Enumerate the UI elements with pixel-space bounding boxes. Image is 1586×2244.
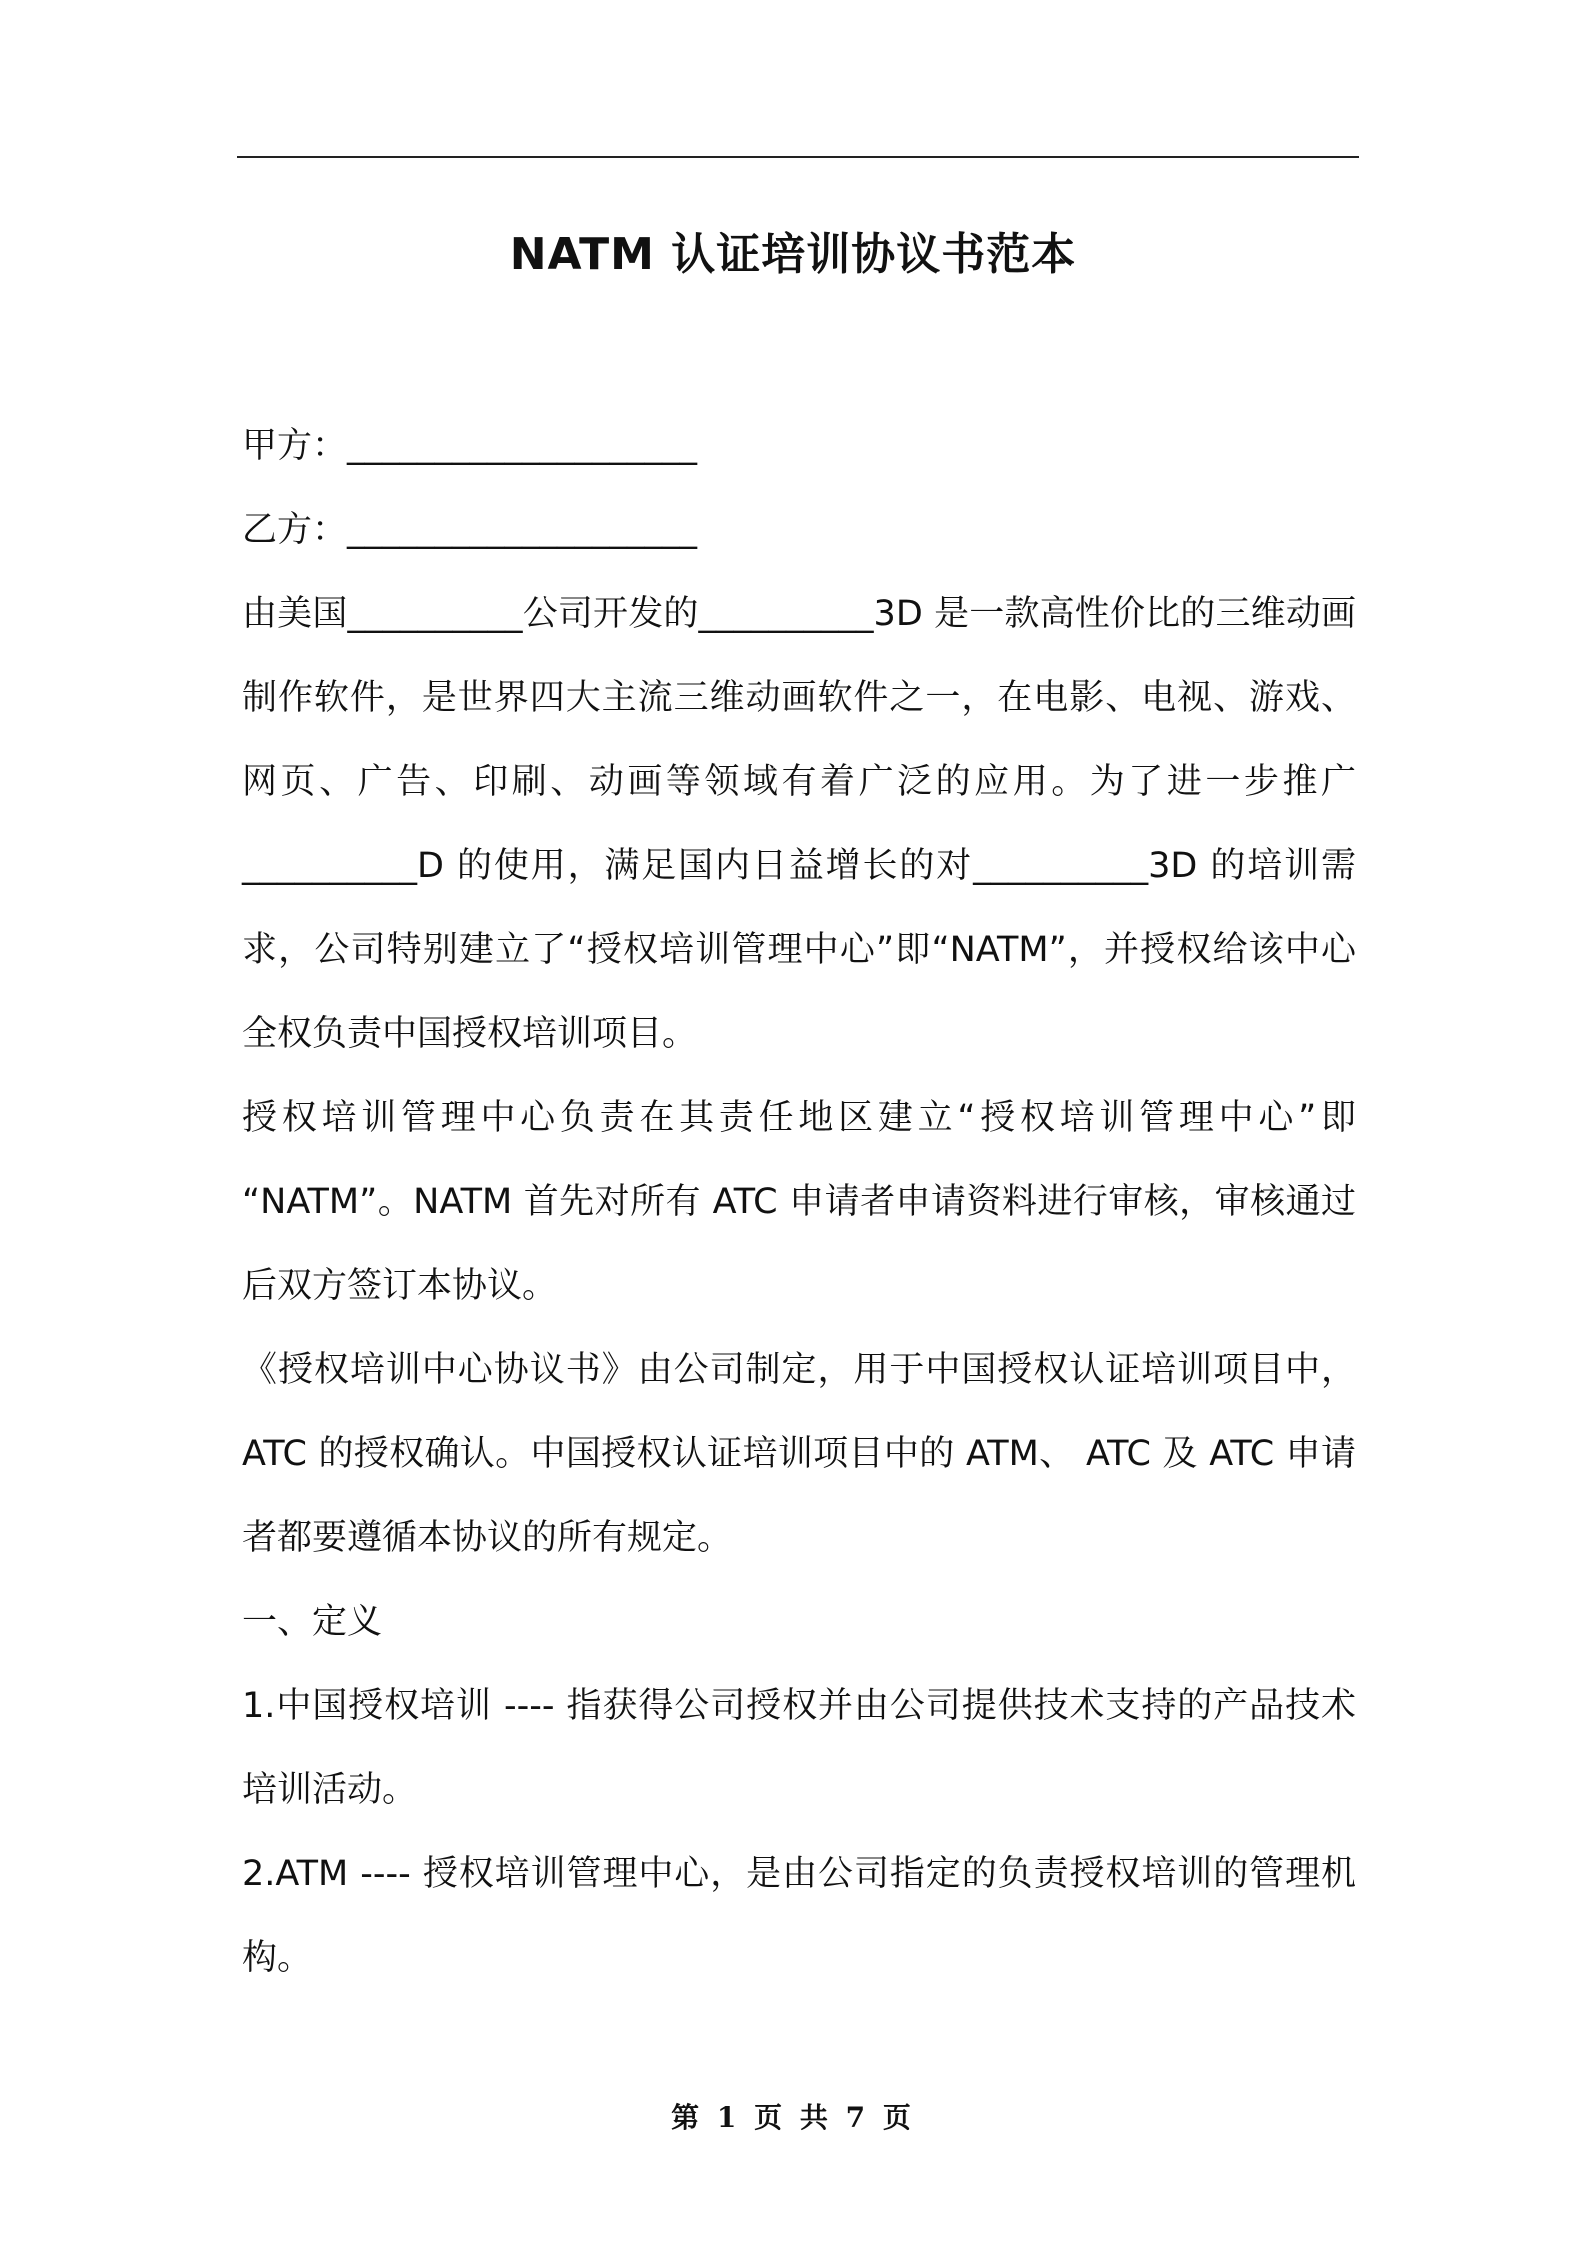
natm-paragraph: 授权培训管理中心负责在其责任地区建立“授权培训管理中心”即 “NATM”。NATM 首先对所有 ATC 申请者申请资料进行审核，审核通过后双方签订本协议。: [242, 1098, 1356, 1306]
header-rule: [237, 156, 1359, 158]
section-heading-definitions: 一、定义: [242, 1602, 383, 1642]
agreement-scope-paragraph: 《授权培训中心协议书》由公司制定，用于中国授权认证培训项目中，ATC 的授权确认。中国授权认证培训项目中的 ATM、 ATC 及 ATC 申请者都要遵循本协议的所有规定。: [242, 1350, 1356, 1558]
intro-paragraph: 由美国__________公司开发的__________3D 是一款高性价比的三维动画制作软件，是世界四大主流三维动画软件之一，在电影、电视、游戏、网页、广告、印刷、动画等领域有着广泛的应用。为了进一步推广__________D 的使用，满足国内日益增长的对__________3D 的培训需求，公司特别建立了“授权培训管理中心”即“NATM”，并授权给该中心全权负责中国授权培训项目。: [242, 594, 1356, 1054]
definition-item-2: 2.ATM ---- 授权培训管理中心，是由公司指定的负责授权培训的管理机构。: [242, 1854, 1356, 1978]
page-number-footer: 第 1 页 共 7 页: [671, 2101, 915, 2134]
definition-item-1: 1.中国授权培训 ---- 指获得公司授权并由公司提供技术支持的产品技术培训活动。: [242, 1686, 1356, 1810]
party-b-line: 乙方：____________________: [242, 510, 698, 550]
document-title: NATM 认证培训协议书范本: [509, 229, 1077, 280]
document-body: [242, 404, 1356, 2000]
party-a-line: 甲方：____________________: [242, 426, 698, 466]
